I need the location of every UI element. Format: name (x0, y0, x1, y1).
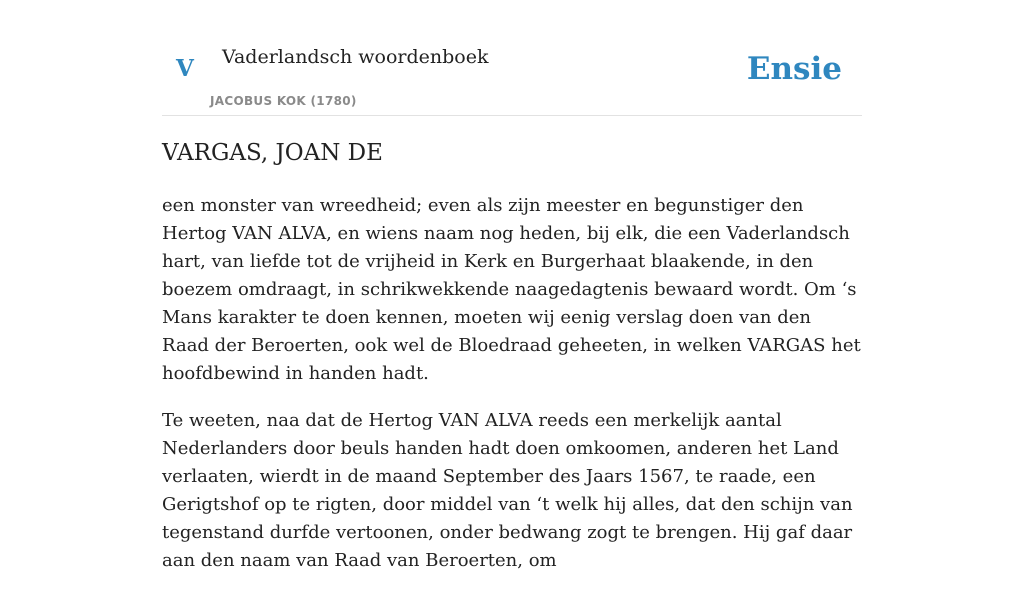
page (162, 0, 862, 571)
dictionary-title-link[interactable]: Vaderlandsch woordenboek (222, 46, 489, 68)
dictionary-author: JACOBUS KOK (1780) (210, 94, 357, 108)
entry-body (162, 192, 862, 594)
ensie-logo-link[interactable]: Ensie (746, 51, 842, 87)
dictionary-letter-badge: V (176, 55, 194, 82)
entry-title: VARGAS, JOAN DE (162, 140, 383, 166)
entry-paragraph: Te weeten, naa dat de Hertog VAN ALVA reeds een merkelijk aantal Nederlanders door beuls handen hadt doen omkoomen, anderen het Land verlaaten, wierdt in de maand September des Jaars 1567, te raade, een Gerigtshof op te rigten, door middel van ‘t welk hij alles, dat den schijn van tegenstand durfde vertoonen, onder bedwang zogt te brengen. Hij gaf daar aan den naam van Raad van Beroerten, om (162, 410, 853, 571)
page-header (162, 0, 862, 116)
entry-paragraph: een monster van wreedheid; even als zijn meester en begunstiger den Hertog VAN ALVA, en wiens naam nog heden, bij elk, die een Vaderlandsch hart, van liefde tot de vrijheid in Kerk en Burgerhaat blaakende, in den boezem omdraagt, in schrikwekkende naagedagtenis bewaard wordt. Om ‘s Mans karakter te doen kennen, moeten wij eenig verslag doen van den Raad der Beroerten, ook wel de Bloedraad geheeten, in welken VARGAS het hoofdbewind in handen hadt. (162, 195, 861, 384)
